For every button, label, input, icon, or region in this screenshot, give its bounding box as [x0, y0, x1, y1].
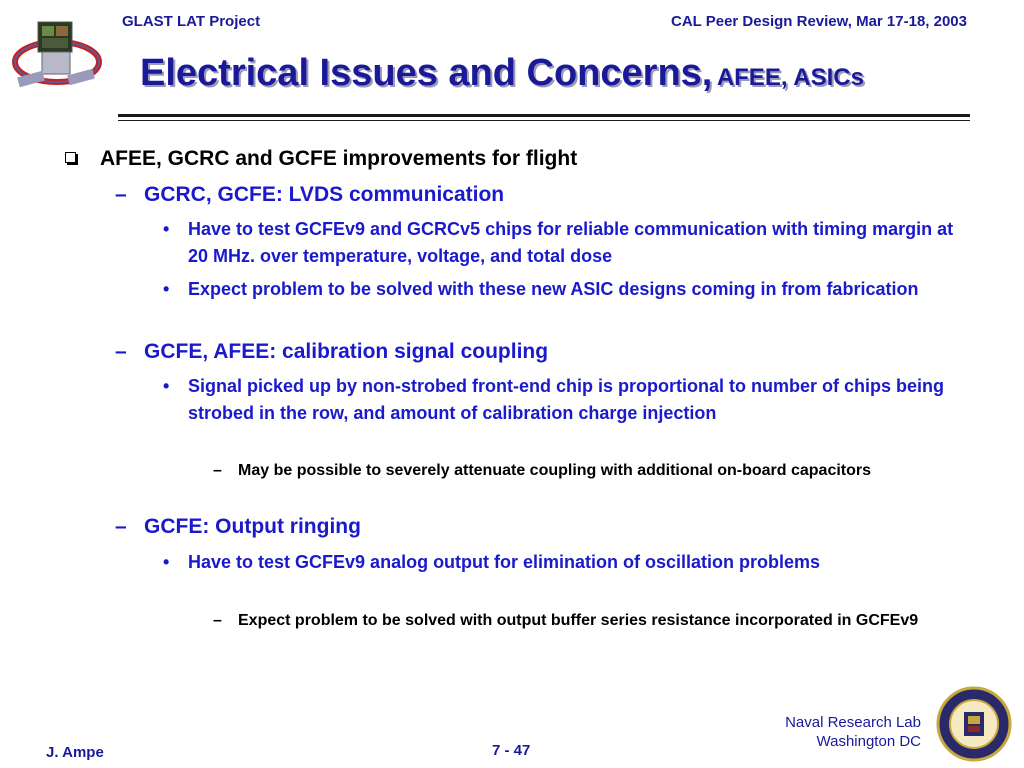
- dot-bullet: •: [163, 219, 170, 239]
- dash-bullet: –: [115, 340, 127, 363]
- glast-satellite-logo-icon: [12, 14, 102, 98]
- dash-bullet: –: [115, 515, 127, 538]
- dash-bullet: –: [115, 183, 127, 206]
- bullet-text: May be possible to severely attenuate coupling with additional on-board capacitors: [238, 462, 872, 479]
- dot-bullet: •: [163, 279, 170, 299]
- lab-location: Washington DC: [816, 733, 921, 750]
- bullet-text: GCFE: Output ringing: [144, 515, 361, 538]
- bullet-text: GCFE, AFEE: calibration signal coupling: [144, 340, 549, 363]
- lab-name: Naval Research Lab: [785, 714, 921, 731]
- title-rule-thin: [118, 120, 970, 121]
- bullet-text: Have to test GCFEv9 analog output for elimination of oscillation problems: [188, 552, 821, 572]
- title-main: Electrical Issues and Concerns,: [140, 52, 713, 94]
- footer-author: J. Ampe: [46, 744, 104, 761]
- dot-bullet: •: [163, 376, 170, 396]
- title-rule: [118, 114, 970, 117]
- bullet-text: Signal picked up by non-strobed front-end chip is proportional to number of chips being strobed in the row, and amount of calibration charge injection: [188, 376, 944, 423]
- square-bullet-icon: [65, 152, 76, 163]
- bullet-text: Have to test GCFEv9 and GCRCv5 chips for reliable communication with timing margin at 20 MHz. over temperature, voltage, and total dose: [188, 219, 954, 266]
- bullet-text: AFEE, GCRC and GCFE improvements for flight: [100, 147, 578, 170]
- header-review: CAL Peer Design Review, Mar 17-18, 2003: [671, 13, 967, 30]
- dot-bullet: •: [163, 552, 170, 572]
- nrl-seal-icon: [936, 686, 1012, 762]
- bullet-text: GCRC, GCFE: LVDS communication: [144, 183, 505, 206]
- page-number: 7 - 47: [492, 742, 531, 759]
- footer-lab: [785, 713, 921, 751]
- dash-bullet: –: [213, 462, 222, 479]
- bullet-text: Expect problem to be solved with output buffer series resistance incorporated in GCFEv9: [238, 612, 919, 629]
- header-project: GLAST LAT Project: [122, 13, 261, 30]
- dash-bullet: –: [213, 612, 222, 629]
- page-title: [140, 52, 864, 95]
- title-sub: AFEE, ASICs: [716, 64, 864, 91]
- bullet-text: Expect problem to be solved with these new ASIC designs coming in from fabrication: [188, 279, 919, 299]
